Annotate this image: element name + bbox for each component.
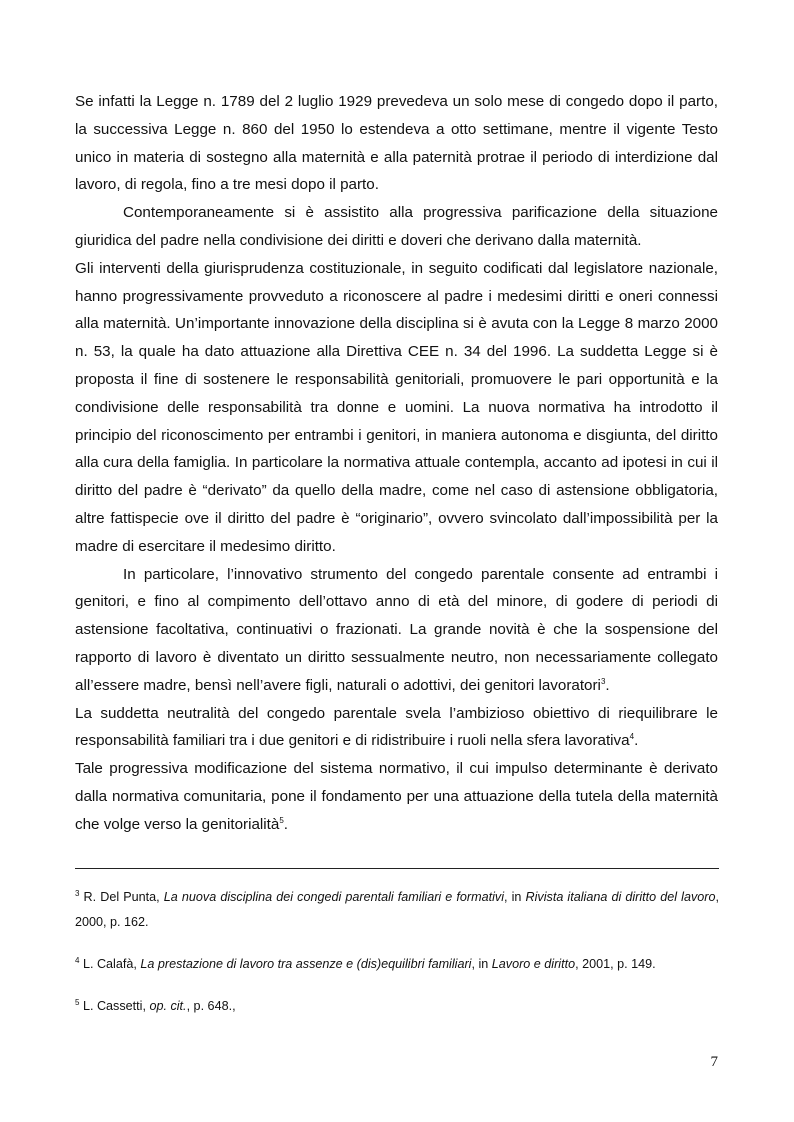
footnote-3: $^3$ R. Del Punta, La nuova disciplina dei congedi parentali familiari e formativi, in Rivista italiana di diritto del lavoro, 2000, p. 162. [75,888,719,929]
footnotes [75,885,719,1019]
paragraph-6: Tale progressiva modificazione del sistema normativo, il cui impulso determinante è derivato dalla normativa comunitaria, pone il fondamento per una attuazione della tutela della maternità che volge verso la genitorialità$^5$. [75,760,718,833]
paragraph-6-text: Tale progressiva modificazione del sistema normativo, il cui impulso determinante è derivato dalla normativa comunitaria, pone il fondamento per una attuazione della tutela della maternità che volge verso la genitorialità [75,760,718,833]
body-text [75,88,718,839]
footnote-separator [75,868,719,869]
footnote-ref-5[interactable]: 5 [279,815,284,825]
page-number: 7 [710,1054,718,1070]
footnote-5: $^5$ L. Cassetti, op. cit., p. 648., [75,997,236,1013]
paragraph-4: In particolare, l’innovativo strumento del congedo parentale consente ad entrambi i genitori, e fino al compimento dell’ottavo anno di età del minore, di godere di periodi di astensione facoltativa, continuativi o frazionati. La grande novità è che la sospensione del rapporto di lavoro è diventato un diritto sessualmente neutro, non necessariamente collegato all’essere madre, bensì nell’avere figli, naturali o adottivi, dei genitori lavoratori$^3$. [75,565,718,694]
footnote-4: $^4$ L. Calafà, La prestazione di lavoro tra assenze e (dis)equilibri familiari, in Lavoro e diritto, 2001, p. 149. [75,955,656,971]
paragraph-5: La suddetta neutralità del congedo parentale svela l’ambizioso obiettivo di riequilibrare le responsabilità familiari tra i due genitori e di ridistribuire i ruoli nella sfera lavorativa$^4$. [75,704,718,750]
paragraph-4-text: In particolare, l’innovativo strumento del congedo parentale consente ad entrambi i genitori, e fino al compimento dell’ottavo anno di età del minore, di godere di periodi di astensione facoltativa, continuativi o frazionati. La grande novità è che la sospensione del rapporto di lavoro è diventato un diritto sessualmente neutro, non necessariamente collegato all’essere madre, bensì nell’avere figli, naturali o adottivi, dei genitori lavoratori [75,565,718,694]
paragraph-3: Gli interventi della giurisprudenza costituzionale, in seguito codificati dal legislatore nazionale, hanno progressivamente provveduto a riconoscere al padre i medesimi diritti e oneri connessi alla maternità. Un’importante innovazione della disciplina si è avuta con la Legge 8 marzo 2000 n. 53, la quale ha dato attuazione alla Direttiva CEE n. 34 del 1996. La suddetta Legge si è proposta il fine di sostenere le responsabilità genitoriali, promuovere le pari opportunità e la condivisione delle responsabilità tra donne e uomini. La nuova normativa ha introdotto il principio del riconoscimento per entrambi i genitori, in maniera autonoma e disgiunta, del diritto alla cura della famiglia. In particolare la normativa attuale contempla, accanto ad ipotesi in cui il diritto del padre è “derivato” da quello della madre, come nel caso di astensione obbligatoria, altre fattispecie ove il diritto del padre è “originario”, ovvero svincolato dall’impossibilità per la madre di esercitare il medesimo diritto. [75,259,718,555]
footnote-ref-4[interactable]: 4 [629,732,635,742]
paragraph-5-text: La suddetta neutralità del congedo parentale svela l’ambizioso obiettivo di riequilibrare le responsabilità familiari tra i due genitori e di ridistribuire i ruoli nella sfera lavorativa [75,704,718,750]
footnote-ref-3[interactable]: 3 [600,676,606,686]
paragraph-2: Contemporaneamente si è assistito alla progressiva parificazione della situazione giuridica del padre nella condivisione dei diritti e doveri che derivano dalla maternità. [75,204,718,249]
paragraph-1: Se infatti la Legge n. 1789 del 2 luglio 1929 prevedeva un solo mese di congedo dopo il parto, la successiva Legge n. 860 del 1950 lo estendeva a otto settimane, mentre il vigente Testo unico in materia di sostegno alla maternità e alla paternità protrae il periodo di interdizione dal lavoro, di regola, fino a tre mesi dopo il parto. [75,93,718,194]
